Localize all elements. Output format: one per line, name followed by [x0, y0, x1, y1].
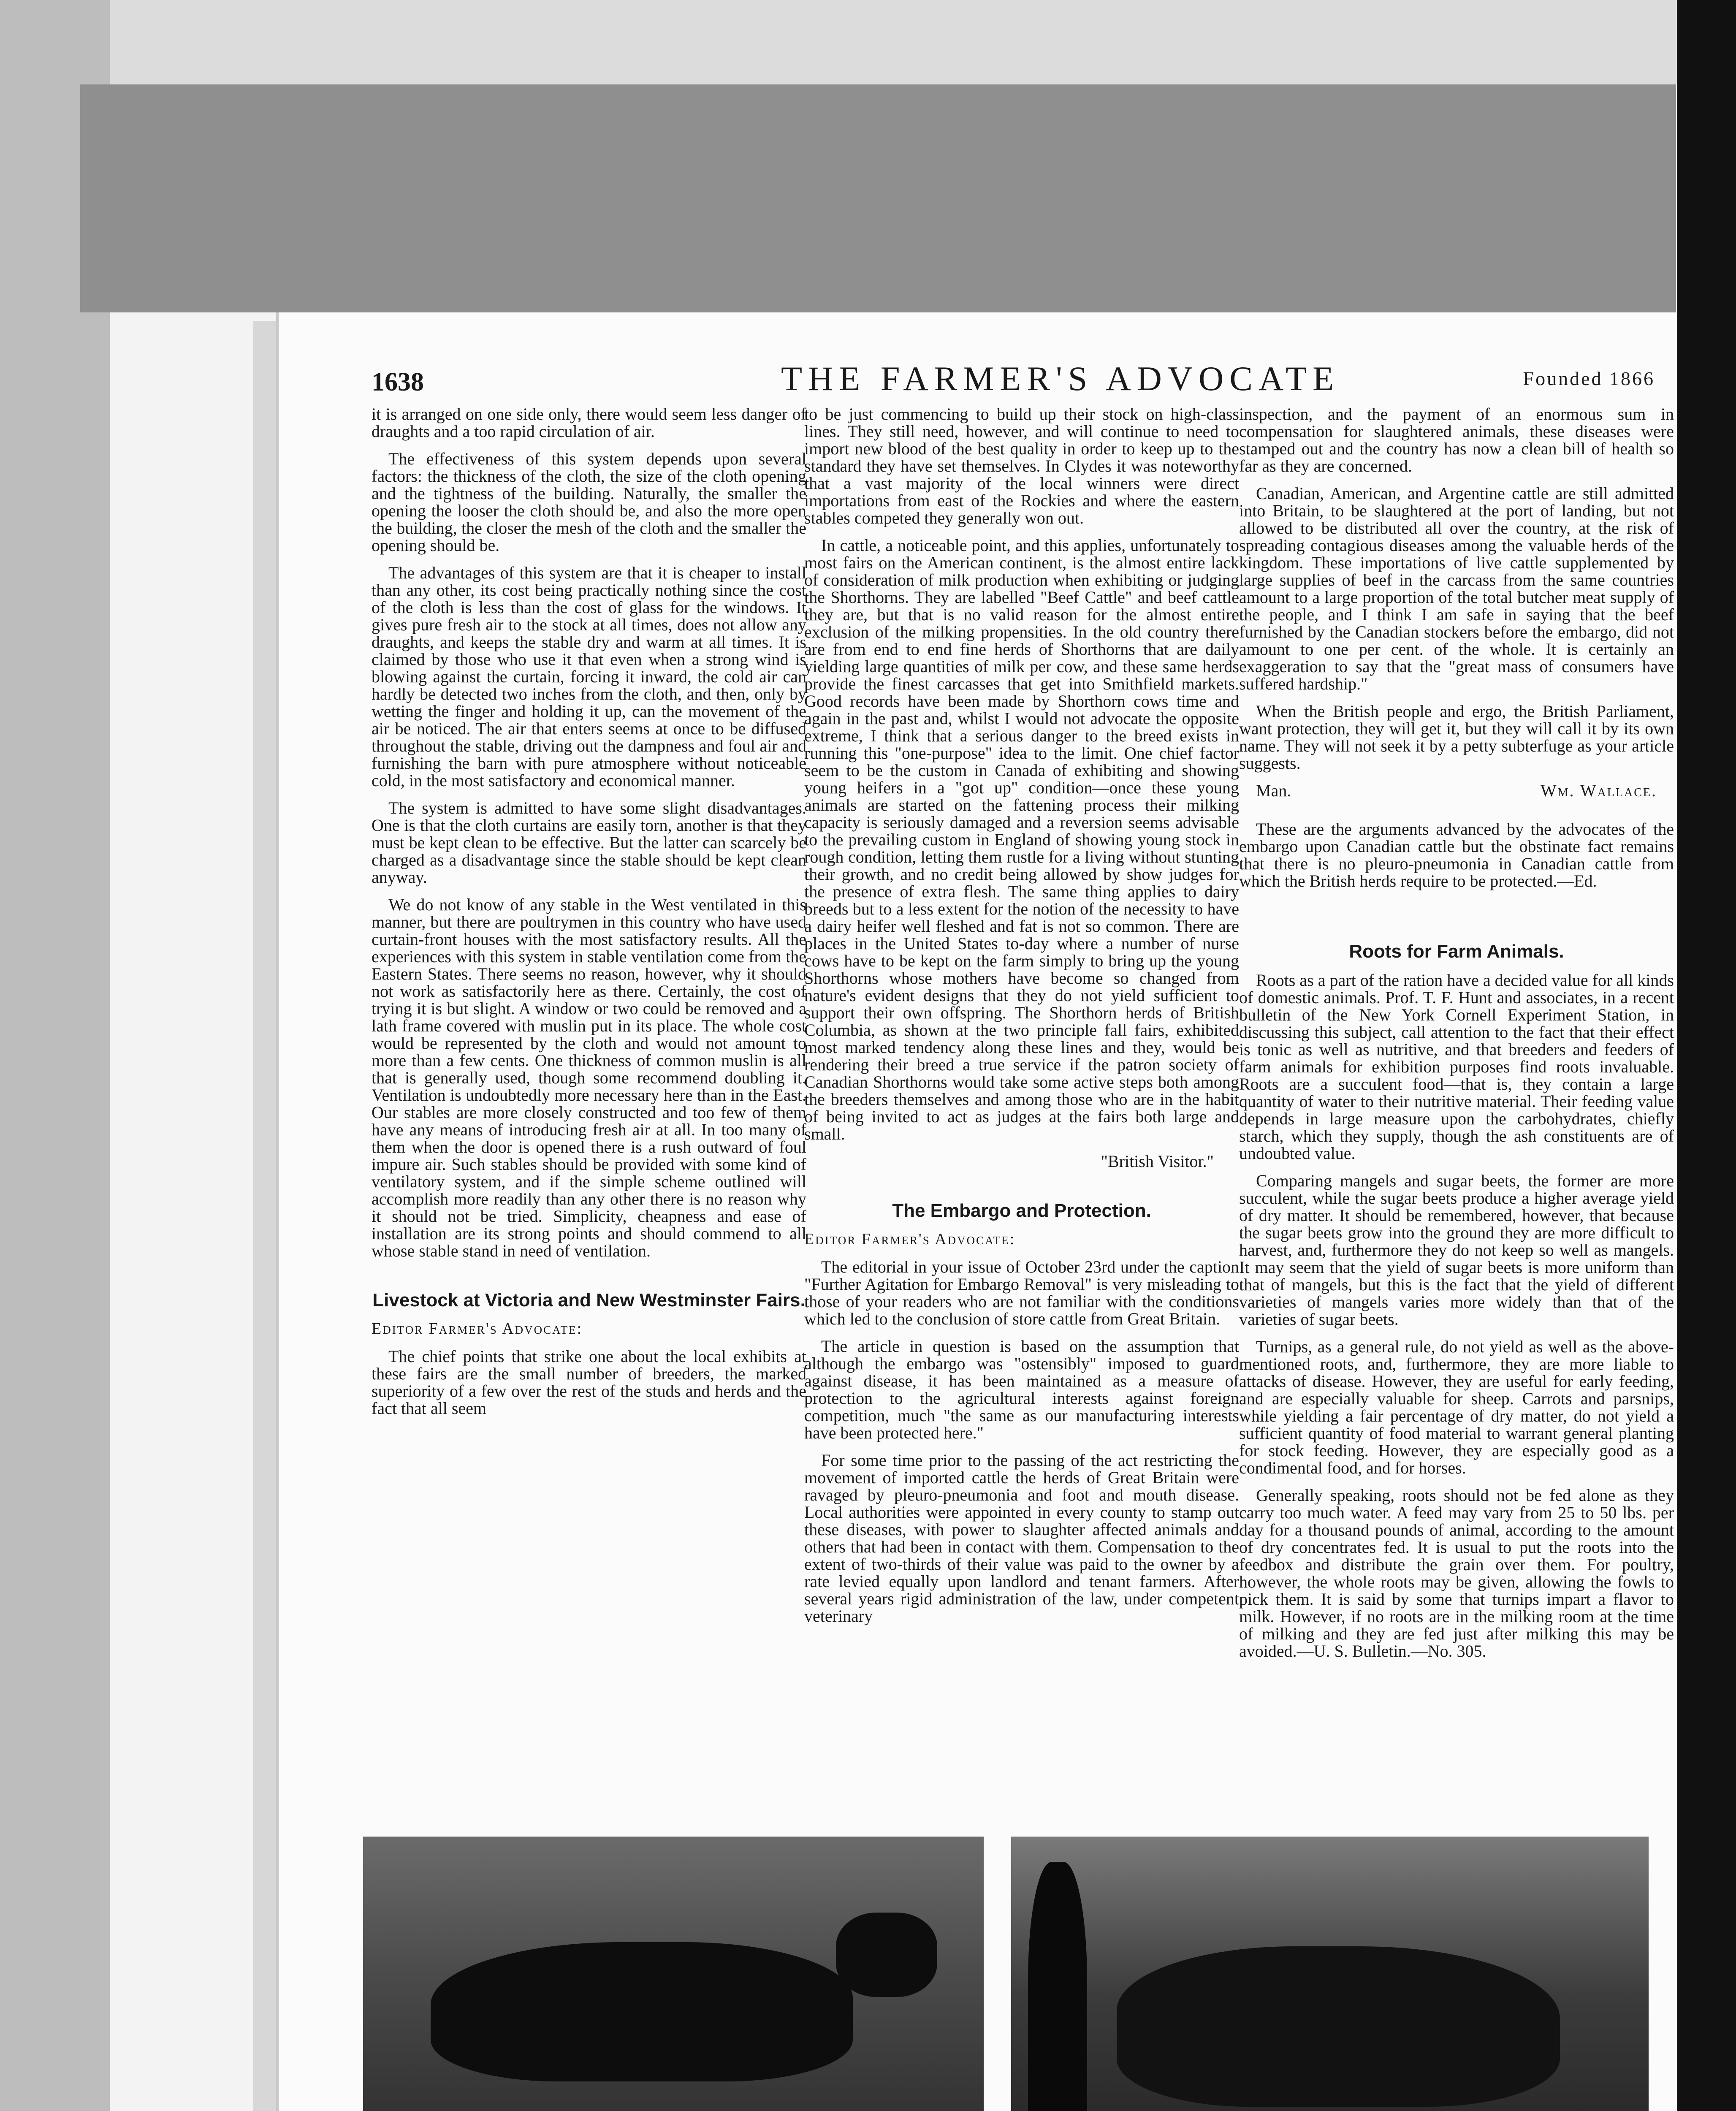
founded-line: Founded 1866 [1523, 368, 1655, 389]
paragraph: For some time prior to the passing of the act restricting the movement of imported cattle the herds of Great Britain were ravaged by pleuro-pneumonia and foot and mouth disease. Local authorities were appointed in every county to stamp out these diseases, with power to slaughter affected animals and others that had been in contact with them. Compensation to the extent of two-thirds of their value was paid to the owner by a rate levied equally upon landlord and tenant farmers. After several years rigid administration of the law, under competent veterinary [804, 1451, 1239, 1625]
cow-silhouette [431, 1942, 853, 2081]
signature-location: Man. [1256, 781, 1291, 800]
column-2 [804, 405, 1239, 1635]
paragraph: Turnips, as a general rule, do not yield as well as the above-mentioned roots, and, furthermore, they are more liable to attacks of disease. However, they are useful for early feeding, and are especially valuable for sheep. Carrots and parsnips, while yielding a fair percentage of dry matter, do not yield a sufficient quantity of food material to warrant general planting for stock feeding. However, they are especially good as a condimental food, and for horses. [1239, 1337, 1674, 1477]
dateline: Editor Farmer's Advocate: [372, 1320, 583, 1338]
paragraph: When the British people and ergo, the British Parliament, want protection, they will get it, but they will call it by its own name. They will not seek it by a petty subterfuge as your article suggests. [1239, 702, 1674, 773]
paragraph: inspection, and the payment of an enormous sum in compensation for slaughtered animals, these diseases were stamped out and the country has now a clean bill of health so far as they are concerned. [1239, 404, 1674, 475]
cow-head-silhouette [836, 1913, 937, 1997]
column-1 [372, 405, 806, 1427]
paragraph: In cattle, a noticeable point, and this applies, unfortunately to most fairs on the American continent, is the almost entire lack of consideration of milk production when exhibiting or judging the Shorthorns. They are labelled "Beef Cattle" and beef cattle they are, but that is no valid reason for the almost entire exclusion of the milking propensities. In the old country there are from end to end fine herds of Shorthorns that are daily yielding large quantities of milk per cow, and these same herds provide the finest carcasses that get into Smithfield markets. Good records have been made by Shorthorn cows time and again in the past and, whilst I would not advocate the opposite extreme, I think that a serious danger to the breed exists in running this "one-purpose" idea to the limit. One chief factor seem to be the custom in Canada of exhibiting and showing young heifers in a "got up" condition—once these young animals are started on the fattening process their milking capacity is seriously damaged and a reversion seems advisable to the prevailing custom in England of showing young stock in rough condition, letting them rustle for a living without stunting their growth, and no credit being allowed by show judges for the presence of extra flesh. The same thing applies to dairy breeds but to a less extent for the notion of the necessity to have a dairy heifer well fleshed and fat is not so common. There are places in the United States to-day where a number of nurse cows have to be kept on the farm simply to bring up the young Shorthorns whose mothers have become so changed from nature's evident designs that they do not yield sufficient to support their own offspring. The Shorthorn herds of British Columbia, as shown at the two principle fall fairs, exhibited most marked tendency along these lines and they, would be rendering their breed a true service if the patron society of Canadian Shorthorns would take some active steps both among the breeders themselves and among those who are in the habit of being invited to act as judges at the fairs both large and small. [804, 536, 1239, 1143]
signature-row [1239, 782, 1674, 799]
paragraph: The editorial in your issue of October 23rd under the caption "Further Agitation for Embargo Removal" is very misleading to those of your readers who are not familiar with the conditions which led to the conclusion of store cattle from Great Britain. [804, 1257, 1239, 1328]
photo-highland-bull [1011, 1837, 1649, 2111]
page-number: 1638 [372, 368, 424, 396]
paragraph: The article in question is based on the assumption that although the embargo was "ostensibly" imposed to guard against disease, it has been maintained as a measure of protection to the agricultural interests against foreign competition, much "the same as our manufacturing interests have been protected here." [804, 1337, 1239, 1442]
bull-silhouette [1117, 1946, 1560, 2107]
paragraph: Generally speaking, roots should not be fed alone as they carry too much water. A feed may vary from 25 to 50 lbs. per day for a thousand pounds of animal, according to the amount of dry concentrates fed. It is usual to put the roots into the feedbox and distribute the grain over them. For poultry, however, the whole roots may be given, allowing the fowls to pick them. It is said by some that turnips impart a flavor to milk. However, if no roots are in the milking room at the time of milking and they are fed just after milking this may be avoided.—U. S. Bulletin.—No. 305. [1239, 1486, 1674, 1661]
paragraph: We do not know of any stable in the West ventilated in this manner, but there are poultrymen in this country who have used curtain-front houses with the most satisfactory results. All the experiences with this system in stable ventilation come from the Eastern States. There seems no reason, however, why it should not work as satisfactorily here as there. Certainly, the cost of trying it is but slight. A window or two could be removed and a lath frame covered with muslin put in its place. The whole cost would be represented by the cloth and would not amount to more than a few cents. One thickness of common muslin is all that is generally used, though some recommend doubling it. Ventilation is undoubtedly more necessary here than in the East. Our stables are more closely constructed and too few of them have any means of introducing fresh air at all. In too many of them when the door is opened there is a rush outward of foul impure air. Such stables should be provided with some kind of ventilatory system, and if the simple scheme outlined will accomplish more readily than any other there is no reason why it should not be tried. Simplicity, cheapness and ease of installation are its strong points and should commend to all whose stable stand in need of ventilation. [372, 895, 806, 1260]
paragraph: it is arranged on one side only, there would seem less danger of draughts and a too rapid circulation of air. [372, 404, 806, 441]
column-3 [1239, 405, 1674, 1670]
masthead: THE FARMER'S ADVOCATE [781, 359, 1340, 398]
paragraph: The advantages of this system are that it is cheaper to install than any other, its cost being practically nothing since the cost of the cloth is less than the cost of glass for the windows. It gives pure fresh air to the stock at all times, does not allow any draughts, and keeps the stable dry and warm at all times. It is claimed by those who use it that even when a strong wind is blowing against the curtain, forcing it inward, the cold air can hardly be detected two inches from the cloth, and then, only by wetting the finger and holding it up, can the movement of the air be noticed. The air that enters seems at once to be diffused throughout the stable, driving out the dampness and foul air and furnishing the barn with pure atmosphere without noticeable cold, in the most satisfactory and economical manner. [372, 563, 806, 790]
paragraph: Canadian, American, and Argentine cattle are still admitted into Britain, to be slaughtered at the port of landing, but not allowed to be distributed all over the country, at the risk of spreading contagious diseases among the valuable herds of the kingdom. These importations of live cattle supplemented by large supplies of beef in the carcass from the same countries amount to a large proportion of the total butcher meat supply of the people, and I think I am safe in saying that the beef furnished by the Canadian stockers before the embargo, did not amount to one per cent. of the whole. It is certainly an exaggeration to say that the "great mass of consumers have suffered hardship." [1239, 484, 1674, 693]
photo-jersey-cow [363, 1837, 984, 2111]
paragraph: The system is admitted to have some slight disadvantages. One is that the cloth curtains are easily torn, another is that they must be kept clean to be effective. But the latter can scarcely be charged as a disadvantage since the stable should be kept clean anyway. [372, 798, 806, 887]
paragraph: The chief points that strike one about the local exhibits at these fairs are the small number of breeders, the marked superiority of a few over the rest of the studs and herds and the fact that all seem [372, 1347, 806, 1418]
article-heading-roots: Roots for Farm Animals. [1349, 941, 1564, 962]
signature-name: Wm. Wallace. [1540, 781, 1657, 800]
article-heading-livestock: Livestock at Victoria and New Westminster Fairs. [372, 1290, 806, 1311]
article-heading-embargo: The Embargo and Protection. [892, 1200, 1151, 1221]
scan-background-top [0, 0, 1736, 84]
page-header [372, 359, 1655, 410]
scan-background-left [0, 0, 110, 2111]
paragraph: These are the arguments advanced by the advocates of the embargo upon Canadian cattle but the obstinate fact remains that there is no pleuro-pneumonia in Canadian cattle from which the British herds require to be protected.—Ed. [1239, 819, 1674, 890]
paragraph: Roots as a part of the ration have a decided value for all kinds of domestic animals. Prof. T. F. Hunt and associates, in a recent bulletin of the New York Cornell Experiment Station, in discussing this subject, call attention to the fact that their effect is tonic as well as nutritive, and that breeders and feeders of farm animals for exhibition purposes find roots invaluable. Roots are a succulent food—that is, they contain a large quantity of water to their nutritive material. Their feeding value depends in large measure upon the carbohydrates, chiefly starch, which they supply, though the ash constituents are of undoubted value. [1239, 971, 1674, 1163]
scan-background-band [80, 84, 1676, 312]
paragraph: Comparing mangels and sugar beets, the former are more succulent, while the sugar beets produce a higher average yield of dry matter. It should be remembered, however, that because the sugar beets grow into the ground they are more difficult to harvest, and, furthermore they do not keep so well as mangels. It may seem that the yield of sugar beets is more uniform than that of mangels, but this is the fact that the yield of different varieties of mangels varies more widely than that of the varieties of sugar beets. [1239, 1171, 1674, 1329]
page-edge [253, 321, 279, 2111]
scan-border-right [1677, 0, 1736, 2111]
dateline: Editor Farmer's Advocate: [804, 1230, 1016, 1248]
signature: "British Visitor." [1101, 1152, 1214, 1171]
handler-silhouette [1028, 1862, 1087, 2111]
paragraph: to be just commencing to build up their stock on high-class lines. They still need, however, and will continue to need to import new blood of the best quality in order to keep up to the standard they have set themselves. In Clydes it was noteworthy that a vast majority of the local winners were direct importations from east of the Rockies and where the eastern stables competed they generally won out. [804, 404, 1239, 527]
paragraph: The effectiveness of this system depends upon several factors: the thickness of the cloth, the size of the cloth opening and the tightness of the building. Naturally, the smaller the opening the looser the cloth should be, and also the more open the building, the closer the mesh of the cloth and the smaller the opening should be. [372, 449, 806, 555]
